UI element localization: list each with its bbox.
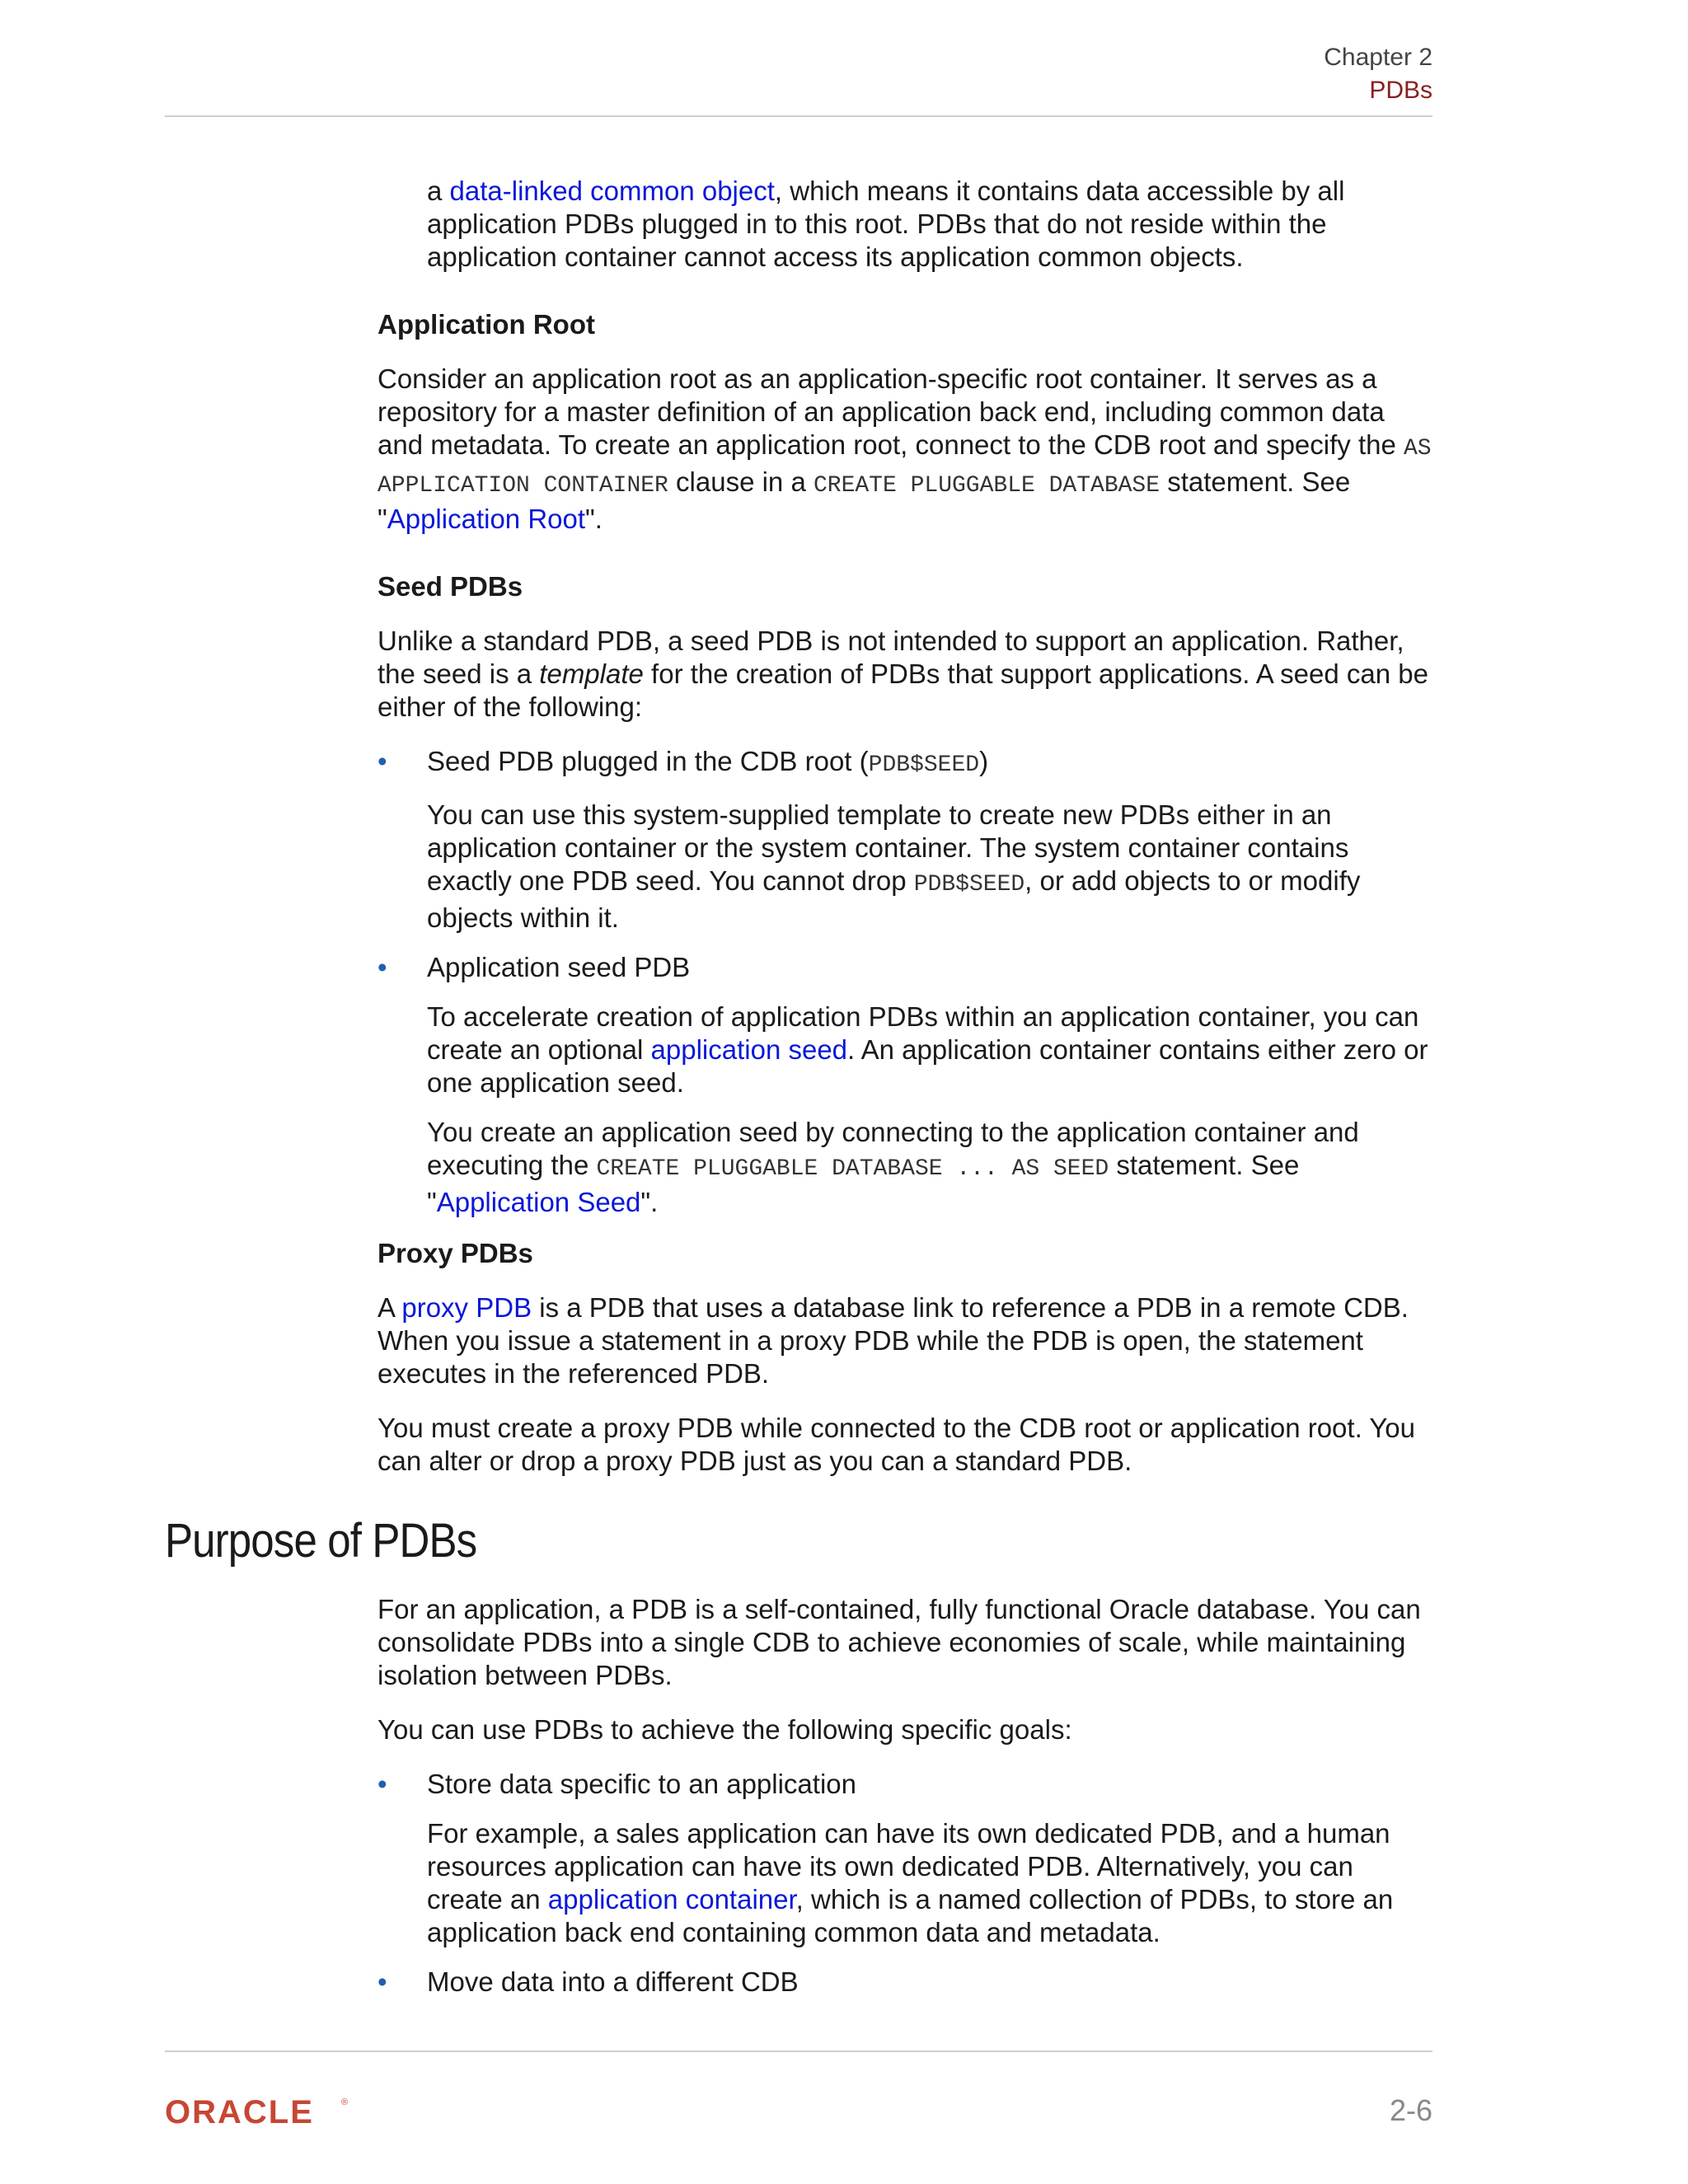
code-pdb-seed: PDB$SEED — [868, 752, 980, 778]
code-create-as-seed: CREATE PLUGGABLE DATABASE ... AS SEED — [596, 1156, 1109, 1182]
text: Seed PDB plugged in the CDB root ( — [427, 746, 869, 776]
application-seed-section-link[interactable]: Application Seed — [436, 1187, 641, 1217]
list-item — [377, 951, 1432, 1219]
emphasis-template: template — [539, 658, 644, 689]
text: ) — [979, 746, 989, 776]
text: is a PDB that uses a database link to reference a PDB in a remote CDB. When you issue a statement in a proxy PDB while the PDB is open, the statement executes in the referenced PDB. — [377, 1292, 1409, 1389]
text: for the creation of PDBs that support applications. A seed can be either of the following: — [377, 658, 1428, 722]
text: ". — [640, 1187, 659, 1217]
list-item-description — [427, 1817, 1432, 1949]
chapter-label: Chapter 2 — [1324, 44, 1432, 71]
text: , or add objects to or modify objects within it. — [427, 865, 1361, 933]
list-item-title: Store data specific to an application — [427, 1769, 856, 1799]
text: You can use this system-supplied template to create new PDBs either in an application container or the system container. The system container contains exactly one PDB seed. You cannot drop — [427, 799, 1349, 896]
code-pdb-seed: PDB$SEED — [913, 872, 1025, 898]
page-number: 2-6 — [1389, 2093, 1432, 2127]
text: . An application container contains either zero or one application seed. — [427, 1034, 1428, 1098]
bullet-icon: • — [377, 952, 387, 982]
running-header — [1324, 41, 1432, 107]
text: statement. See " — [427, 1150, 1300, 1217]
list-item — [377, 1966, 1432, 1999]
registered-mark-icon: ® — [341, 2097, 349, 2107]
text: ". — [585, 504, 603, 534]
purpose-paragraph-1: For an application, a PDB is a self-contained, fully functional Oracle database. You can consolidate PDBs into a single CDB to achieve economies of scale, while maintaining isolation between PDBs. — [377, 1594, 1421, 1690]
application-container-link[interactable]: application container — [547, 1884, 796, 1915]
list-item-description — [427, 1116, 1432, 1219]
text: statement. See " — [377, 466, 1351, 534]
text: Consider an application root as an application-specific root container. It serves as a repository for a master definition of an application back end, including common data and metadata. To create an application root, connect to the CDB root and specify the — [377, 363, 1404, 460]
footer-divider — [165, 2050, 1432, 2052]
list-item-description — [427, 799, 1432, 935]
chapter-section-title: PDBs — [1369, 77, 1432, 104]
application-root-link[interactable]: Application Root — [387, 504, 586, 534]
list-item-title: Application seed PDB — [427, 952, 691, 982]
document-body — [165, 175, 1432, 2015]
proxy-pdb-link[interactable]: proxy PDB — [401, 1292, 532, 1323]
list-item-description — [427, 1001, 1432, 1099]
continuation-paragraph — [427, 175, 1432, 274]
text: To accelerate creation of application PDBs within an application container, you can create an optional — [427, 1001, 1419, 1065]
list-item — [377, 1768, 1432, 1949]
heading-seed-pdbs: Seed PDBs — [377, 571, 523, 602]
heading-proxy-pdbs: Proxy PDBs — [377, 1238, 533, 1268]
header-divider — [165, 115, 1432, 117]
text: You create an application seed by connecting to the application container and executing the — [427, 1117, 1359, 1180]
oracle-logo-wordmark: ORACLE — [165, 2094, 314, 2130]
application-root-paragraph — [377, 363, 1432, 536]
data-linked-common-object-link[interactable]: data-linked common object — [449, 176, 775, 206]
proxy-paragraph-1 — [377, 1291, 1432, 1390]
section-title-purpose-of-pdbs: Purpose of PDBs — [165, 1514, 477, 1568]
text: For example, a sales application can have its own dedicated PDB, and a human resources application can have its own dedicated PDB. Alternatively, you can create an — [427, 1818, 1390, 1915]
text: clause in a — [668, 466, 814, 497]
list-item-title — [427, 745, 1432, 782]
goals-list — [377, 1768, 1432, 1999]
oracle-logo — [165, 2093, 354, 2130]
text: Unlike a standard PDB, a seed PDB is not intended to support an application. Rather, the seed is a — [377, 626, 1404, 689]
text: , which is a named collection of PDBs, to store an application back end containing common data and metadata. — [427, 1884, 1394, 1947]
text: , which means it contains data accessible by all application PDBs plugged in to this root. PDBs that do not reside within the application container cannot access its application common objects. — [427, 176, 1345, 272]
seed-list — [377, 745, 1432, 1219]
text: A — [377, 1292, 402, 1323]
bullet-icon: • — [377, 746, 387, 776]
list-item-title: Move data into a different CDB — [427, 1966, 799, 1997]
bullet-icon: • — [377, 1966, 387, 1997]
seed-intro-paragraph — [377, 625, 1432, 724]
purpose-paragraph-2: You can use PDBs to achieve the following specific goals: — [377, 1714, 1072, 1745]
bullet-icon: • — [377, 1769, 387, 1799]
application-seed-link[interactable]: application seed — [650, 1034, 848, 1065]
code-create-pluggable-database: CREATE PLUGGABLE DATABASE — [813, 473, 1160, 499]
heading-application-root: Application Root — [377, 309, 595, 340]
text: a — [427, 176, 450, 206]
proxy-paragraph-2: You must create a proxy PDB while connected to the CDB root or application root. You can alter or drop a proxy PDB just as you can a standard PDB. — [377, 1413, 1416, 1476]
code-as-application-container: AS APPLICATION CONTAINER — [377, 436, 1432, 499]
list-item — [377, 745, 1432, 935]
